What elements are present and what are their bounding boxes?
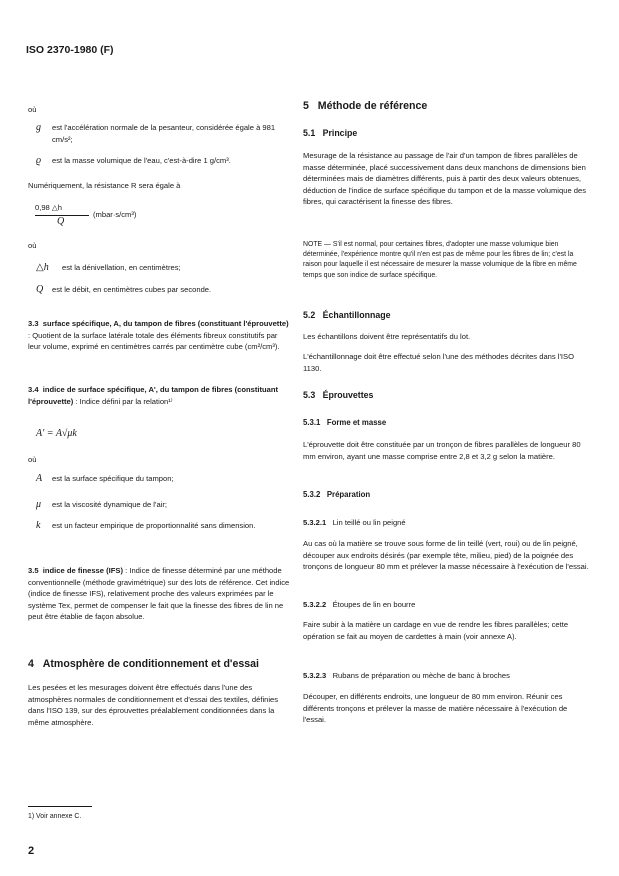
section-3-3-text: : Quotient de la surface latérale totale des éléments fibreux constitutifs par leur volume, exprimé en centimètres carrés par centimètre cube (cm²/cm³). [28, 330, 280, 352]
section-5-3-1-heading [303, 418, 386, 427]
def-a [32, 473, 292, 485]
symbol-rho: ϱ [36, 155, 42, 166]
symbol-mu: μ [36, 499, 42, 510]
formula-a-prime: A' = A√μk [36, 428, 77, 439]
section-5-3-number: 5.3 [303, 390, 316, 400]
section-5-3-2-number: 5.3.2 [303, 490, 321, 499]
section-5-3-1-number: 5.3.1 [303, 418, 321, 427]
section-5-2-text-1: Les échantillons doivent être représentatifs du lot. [303, 332, 471, 341]
where-label-2: où [28, 241, 37, 250]
section-3-3-title: surface spécifique, A, du tampon de fibres (constituant l'éprouvette) [42, 319, 289, 328]
section-3-5-title: indice de finesse (IFS) [42, 566, 123, 575]
def-mu-text: est la viscosité dynamique de l'air; [52, 500, 167, 509]
def-q [32, 284, 292, 296]
symbol-dh: △h [36, 262, 49, 273]
formula-denominator: Q [57, 216, 65, 227]
section-5-3-1-text: L'éprouvette doit être constituée par un tronçon de fibres parallèles de longueur 80 mm environ, ayant une masse comprise entre 2,8 et 3,2 g selon la matière. [303, 440, 581, 461]
section-5-2-heading [303, 310, 391, 320]
section-5-1-number: 5.1 [303, 128, 316, 138]
section-5-3-2-heading [303, 490, 370, 499]
section-5-3-2-3-number: 5.3.2.3 [303, 671, 327, 680]
section-3-5 [28, 565, 290, 623]
section-5-3-2-3-title: Rubans de préparation ou mèche de banc à broches [332, 671, 510, 680]
where-label: où [28, 105, 37, 114]
section-5-1-title: Principe [322, 128, 358, 138]
section-5-1-text: Mesurage de la résistance au passage de l'air d'un tampon de fibres parallèles de masse déterminée, placé successivement dans deux manchons de dimensions bien déterminées mais de diamètres différents, puis à partir des deux valeurs obtenues, déduction de l'indice de surface spécifique du tampon et de la masse volumique des fibres, qui caractérisent la finesse des fibres. [303, 151, 587, 207]
document-id: ISO 2370-1980 (F) [26, 44, 114, 56]
section-5-title: Méthode de référence [317, 100, 428, 112]
def-q-text: est le débit, en centimètres cubes par seconde. [52, 285, 212, 294]
section-3-5-number: 3.5 [28, 566, 39, 575]
section-5-3-2-2-title: Étoupes de lin en bourre [332, 600, 416, 609]
def-g [32, 122, 292, 145]
section-5-2-number: 5.2 [303, 310, 316, 320]
section-5-3-2-3-text: Découper, en différents endroits, une longueur de 80 mm environ. Réunir ces différents tronçons et prélever la masse de matière nécessaire à l'exécution de l'essai. [303, 692, 568, 725]
formula-numerator: 0,98 △h [35, 203, 62, 212]
section-5-3-2-1-heading [303, 517, 406, 529]
def-mu [32, 499, 292, 511]
section-3-4-text: : Indice défini par la relation¹⁾ [75, 396, 173, 406]
section-5-3-2-2-text: Faire subir à la matière un cardage en vue de rendre les fibres parallèles; cette opération se fait au moyen de cardettes à main (voir annexe A). [303, 620, 569, 641]
section-5-3-title: Éprouvettes [322, 390, 374, 400]
note-text: NOTE — S'il est normal, pour certaines fibres, d'adopter une masse volumique bien déterminée, l'expérience montre qu'il n'en est pas de même pour les fibres de lin; c'est la raison pour laquelle il est nécessaire de mesurer la masse volumique de la fibre en même temps que son indice de surface spécifique. [303, 241, 577, 279]
def-a-text: est la surface spécifique du tampon; [52, 474, 174, 483]
section-5-3-2-1-title: Lin teillé ou lin peigné [332, 518, 406, 527]
section-5-number: 5 [303, 100, 309, 112]
symbol-q: Q [36, 284, 44, 295]
where-label-3: où [28, 455, 37, 464]
footnote: 1) Voir annexe C. [28, 813, 82, 820]
section-4-heading [28, 658, 298, 670]
section-3-3-number: 3.3 [28, 319, 39, 328]
section-5-2-text-2: L'échantillonnage doit être effectué selon l'une des méthodes décrites dans l'ISO 1130. [303, 352, 575, 373]
page-number: 2 [28, 845, 35, 857]
formula-r [35, 202, 235, 232]
section-3-3 [28, 318, 290, 353]
section-4-title: Atmosphère de conditionnement et d'essai [42, 658, 259, 670]
section-5-3-2-2-heading [303, 599, 415, 611]
section-5-3-2-title: Préparation [326, 490, 371, 499]
numerique-text: Numériquement, la résistance R sera égale à [28, 181, 181, 190]
def-dh [32, 262, 292, 274]
def-dh-text: est la dénivellation, en centimètres; [62, 263, 181, 272]
symbol-a: A [36, 473, 43, 484]
section-5-1-heading [303, 128, 357, 138]
symbol-k: k [36, 520, 41, 531]
section-3-4-number: 3.4 [28, 385, 39, 394]
section-5-3-2-3-heading [303, 670, 510, 682]
section-4-number: 4 [28, 658, 34, 670]
def-rho [32, 155, 292, 167]
section-5-3-2-2-number: 5.3.2.2 [303, 600, 327, 609]
def-k-text: est un facteur empirique de proportionnalité sans dimension. [52, 521, 256, 530]
section-5-heading [303, 100, 593, 112]
section-5-2-title: Échantillonnage [322, 310, 391, 320]
section-4-text: Les pesées et les mesurages doivent être effectués dans l'une des atmosphères normales de conditionnement et d'essai des textiles, définies dans l'ISO 139, sur des éprouvettes préalablement conditionnées dans la même atmosphère. [28, 683, 279, 727]
def-rho-text: est la masse volumique de l'eau, c'est-à-dire 1 g/cm³. [52, 156, 231, 165]
section-5-3-heading [303, 390, 373, 400]
section-3-5-text: : Indice de finesse déterminé par une méthode conventionnelle (méthode gravimétrique) sur des lots de référence. Cet indice (indice de finesse IFS), relativement proche des valeurs exprimées par le système Tex, permet de compenser le fait que la finesse des fibres de lin ne peut être établie de façon absolue. [28, 566, 290, 622]
symbol-g: g [36, 122, 41, 133]
def-k [32, 520, 294, 532]
footnote-rule [28, 806, 92, 807]
section-3-4 [28, 384, 290, 407]
formula-unit: (mbar·s/cm³) [93, 210, 137, 219]
section-3-4-title: indice de surface spécifique, A', du tampon de fibres (constituant l'éprouvette) [28, 385, 279, 406]
def-g-text: est l'accélération normale de la pesanteur, considérée égale à 981 cm/s²; [52, 123, 276, 144]
section-5-3-1-title: Forme et masse [326, 418, 387, 427]
section-5-3-2-1-number: 5.3.2.1 [303, 518, 327, 527]
section-5-3-2-1-text: Au cas où la matière se trouve sous forme de lin teillé (vert, roui) ou de lin peigné, découper aux endroits désirés (par exemple tête, milieu, pied) de la poignée des tronçons de longueur 80 mm et prélever la masse nécessaire à l'exécution de l'essai. [303, 539, 589, 572]
